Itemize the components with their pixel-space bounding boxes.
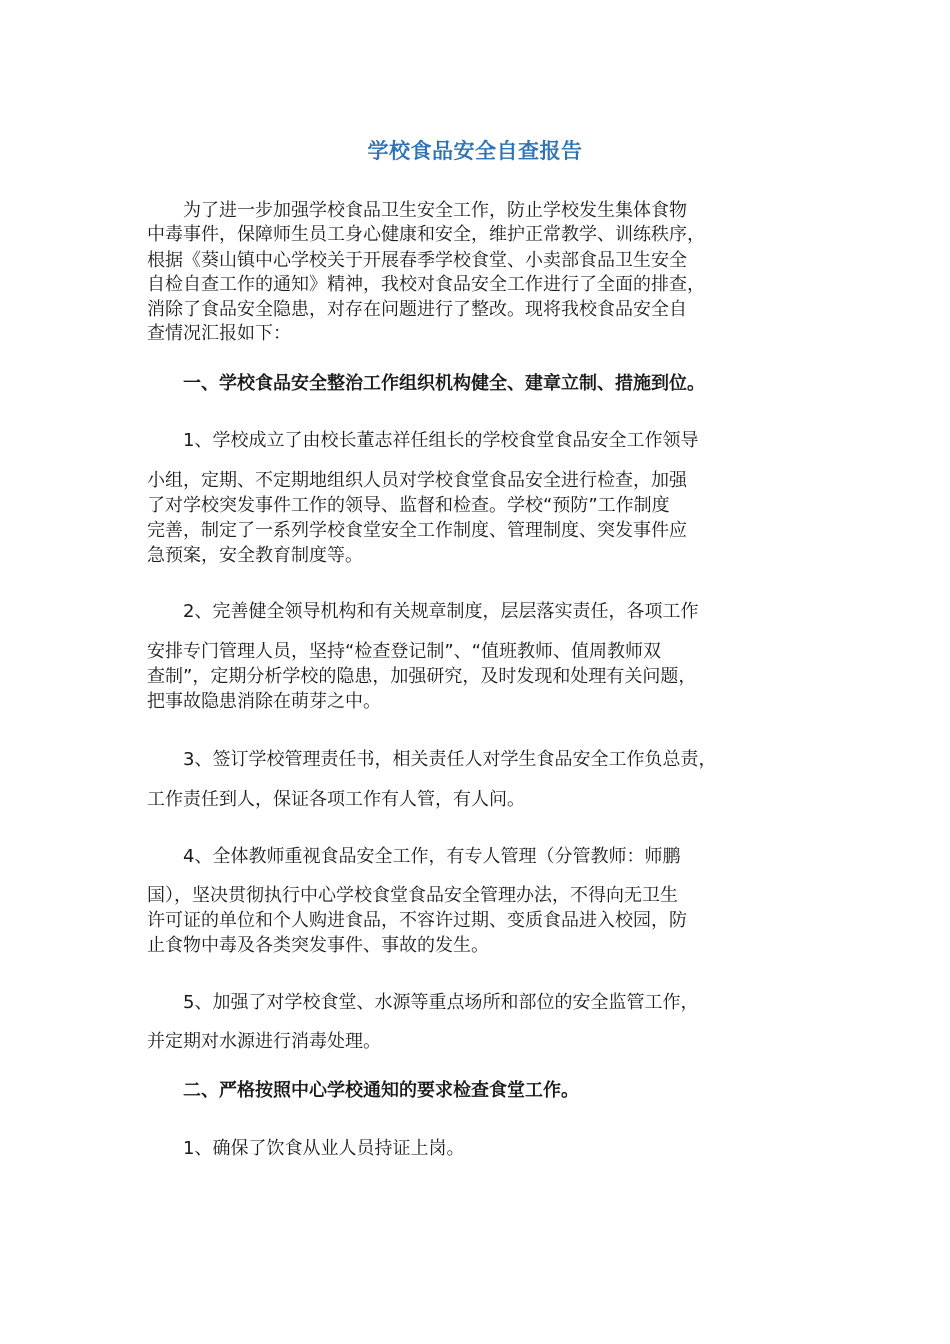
s1-item1-line-3: 了对学校突发事件工作的领导、监督和检查。学校“预防”工作制度 [147, 495, 670, 516]
document-title: 学校食品安全自查报告 [367, 139, 583, 163]
intro-line-5: 消除了食品安全隐患，对存在问题进行了整改。现将我校食品安全自 [147, 299, 687, 320]
s1-item1-line-2: 小组，定期、不定期地组织人员对学校食堂食品安全进行检查，加强 [147, 470, 687, 491]
s1-item1-line-4: 完善，制定了一系列学校食堂安全工作制度、管理制度、突发事件应 [147, 520, 687, 541]
s1-item4-line-4: 止食物中毒及各类突发事件、事故的发生。 [147, 935, 489, 956]
s1-item2-line-3: 查制”，定期分析学校的隐患，加强研究，及时发现和处理有关问题， [147, 666, 697, 687]
s1-item2-line-4: 把事故隐患消除在萌芽之中。 [147, 691, 381, 712]
s1-item1-line-5: 急预案，安全教育制度等。 [147, 545, 363, 566]
intro-line-6: 查情况汇报如下： [147, 323, 291, 344]
s1-item5-line-2: 并定期对水源进行消毒处理。 [147, 1031, 381, 1052]
s1-item4-line-3: 许可证的单位和个人购进食品，不容许过期、变质食品进入校园，防 [147, 910, 687, 931]
s1-item4-line-2: 国），坚决贯彻执行中心学校食堂食品安全管理办法，不得向无卫生 [147, 885, 678, 906]
s1-item2-line-1: 2、完善健全领导机构和有关规章制度，层层落实责任，各项工作 [183, 601, 699, 622]
s1-item4-line-1: 4、全体教师重视食品安全工作，有专人管理（分管教师：师鹏 [183, 846, 681, 867]
s1-item3-line-2: 工作责任到人，保证各项工作有人管，有人问。 [147, 789, 525, 810]
s1-item2-line-2: 安排专门管理人员，坚持“检查登记制”、“值班教师、值周教师双 [147, 641, 661, 662]
s1-item5-line-1: 5、加强了对学校食堂、水源等重点场所和部位的安全监管工作， [183, 992, 699, 1013]
s1-item3-line-1: 3、签订学校管理责任书，相关责任人对学生食品安全工作负总责， [183, 749, 717, 770]
intro-line-1: 为了进一步加强学校食品卫生安全工作，防止学校发生集体食物 [183, 200, 687, 221]
intro-line-3: 根据《葵山镇中心学校关于开展春季学校食堂、小卖部食品卫生安全 [147, 250, 687, 271]
intro-line-4: 自检自查工作的通知》精神，我校对食品安全工作进行了全面的排查， [147, 274, 705, 295]
s1-item1-line-1: 1、学校成立了由校长董志祥任组长的学校食堂食品安全工作领导 [183, 430, 699, 451]
section-1-heading: 一、学校食品安全整治工作组织机构健全、建章立制、措施到位。 [183, 373, 705, 394]
section-2-heading: 二、严格按照中心学校通知的要求检查食堂工作。 [183, 1080, 579, 1101]
intro-line-2: 中毒事件，保障师生员工身心健康和安全，维护正常教学、训练秩序， [147, 224, 705, 245]
s2-item1-line-1: 1、确保了饮食从业人员持证上岗。 [183, 1138, 465, 1159]
